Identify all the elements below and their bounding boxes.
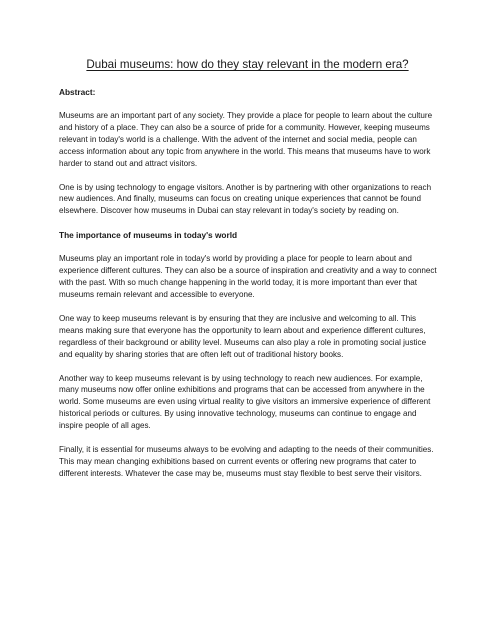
body-paragraph: Another way to keep museums relevant is by using technology to reach new audiences. For example, many museums now offer online exhibitions and programs that can be accessed from anywhere in the world. Some museums are even using virtual reality to give visitors an immersive experience of different historical periods or cultures. By using innovative technology, museums can continue to engage and inspire people of all ages. [59, 373, 431, 431]
abstract-paragraph: One is by using technology to engage visitors. Another is by partnering with other organizations to reach new audiences. And finally, museums can focus on creating unique experiences that cannot be found elsewhere. Discover how museums in Dubai can stay relevant in today's society by reading on. [59, 182, 432, 216]
spacer [59, 361, 437, 373]
section-heading: The importance of museums in today's world [59, 230, 238, 241]
spacer [59, 98, 437, 110]
document-body [59, 86, 437, 480]
document-title: Dubai museums: how do they stay relevant in the modern era? [86, 58, 409, 71]
spacer [59, 241, 437, 253]
body-paragraph: Museums play an important role in today's world by providing a place for people to learn about and experience different cultures. They can also be a source of inspiration and creativity and a way to connect with the past. With so much change happening in the world today, it is more important than ever that museums remain relevant and accessible to everyone. [59, 254, 437, 299]
spacer [59, 170, 437, 182]
spacer [59, 217, 437, 229]
spacer [59, 301, 437, 313]
abstract-heading: Abstract: [59, 87, 96, 97]
abstract-paragraph: Museums are an important part of any society. They provide a place for people to learn about the culture and history of a place. They can also be a source of pride for a community. However, keeping museums relevant in today's world is a challenge. With the advent of the internet and social media, people can access information about any topic from anywhere in the world. This means that museums have to work harder to stand out and attract visitors. [59, 111, 433, 168]
body-paragraph: Finally, it is essential for museums always to be evolving and adapting to the needs of their communities. This may mean changing exhibitions based on current events or offering new programs that cater to different interests. Whatever the case may be, museums must stay flexible to best serve their visitors. [59, 445, 434, 478]
spacer [59, 432, 437, 444]
body-paragraph: One way to keep museums relevant is by ensuring that they are inclusive and welcoming to all. This means making sure that everyone has the opportunity to learn about and experience different cultures, regardless of their background or ability level. Museums can also play a role in promoting social justice and equality by sharing stories that are often left out of traditional history books. [59, 313, 427, 359]
